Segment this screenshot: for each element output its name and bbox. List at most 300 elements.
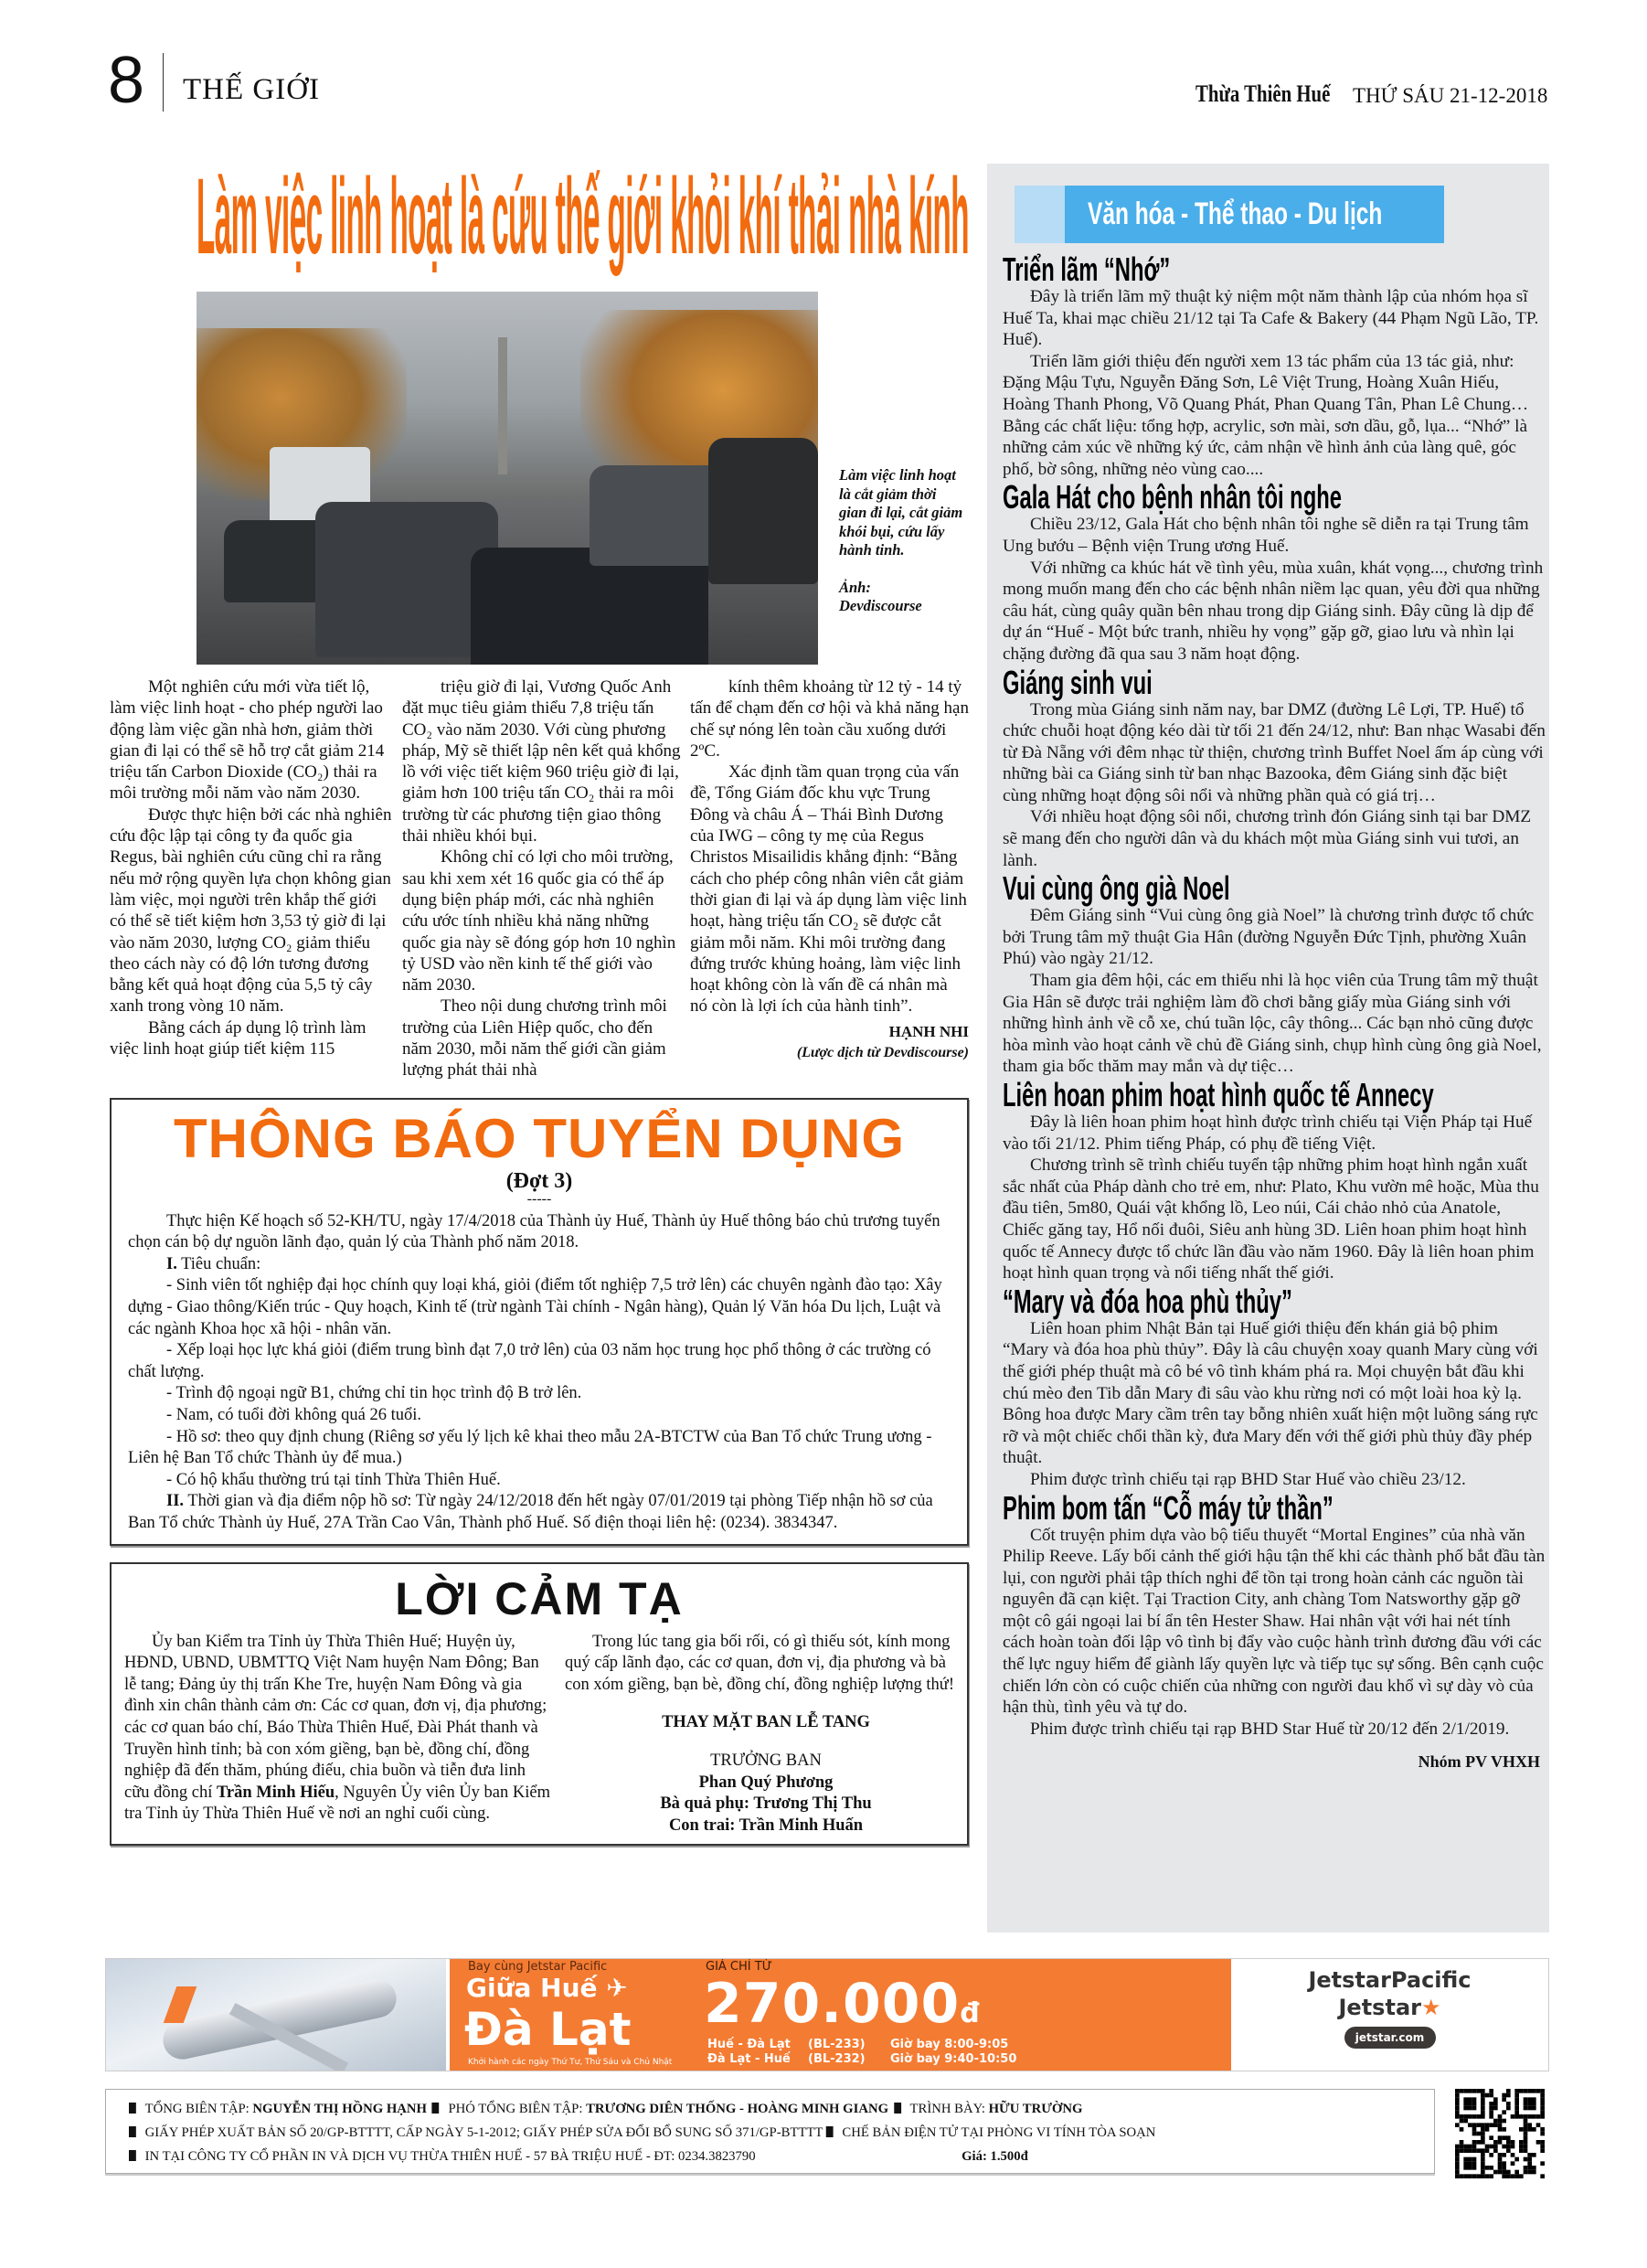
bullet-icon [129,2103,136,2114]
qr-module [1468,2097,1472,2102]
qr-module [1472,2097,1477,2102]
section-name: THẾ GIỚI [183,73,321,106]
qr-module [1493,2102,1498,2106]
price-label: GIÁ CHỈ TỪ [706,1960,772,1974]
story-paragraph: Liên hoan phim Nhật Bản tại Huế giới thiệu đến khán giả bộ phim “Mary và đóa hoa phù thủy”. Đây là câu chuyện xoay quanh Mary cùng với thế giới phép thuật mà cô bé vô tình khám phá ra. Mọi chuyện bắt đầu khi chú mèo đen Tib dẫn Mary đi sâu vào khu rừng nơi có một loài hoa kỳ lạ. Bông hoa được Mary cầm trên tay bỗng nhiên xuất hiện một luồng sáng rực rỡ và một chiếc chổi thần kỳ, đưa Mary đến với thế giới phù thủy đầy phép thuật. [1003,1318,1538,1468]
qr-module [1502,2093,1506,2098]
qr-module [1463,2102,1468,2106]
qr-module [1540,2145,1545,2149]
qr-module [1511,2140,1515,2145]
qr-module [1463,2114,1468,2119]
sign-title: THAY MẶT BAN LỄ TANG [662,1713,870,1732]
story-heading: Gala Hát cho bệnh nhân tôi nghe [1003,478,1342,516]
qr-module [1481,2102,1485,2106]
imprint-footer [105,2089,1435,2174]
qr-module [1524,2145,1528,2149]
qr-module [1463,2157,1468,2162]
criteria-item: - Có hộ khẩu thường trú tại tỉnh Thừa Thiên Huế. [166,1470,501,1489]
qr-module [1455,2161,1460,2166]
article-source: (Lược dịch từ Devdiscourse) [796,1045,969,1061]
qr-module [1489,2089,1493,2093]
caption-text: Làm việc linh hoạt là cắt giảm thời gian đi lại, cắt giảm khói bụi, cứu lấy hành tinh. [839,466,963,559]
qr-module [1532,2127,1536,2132]
qr-module [1476,2174,1481,2178]
qr-module [1524,2135,1528,2140]
qr-module [1540,2110,1545,2114]
thanks-right [565,1632,967,1837]
thanks-title: LỜI CẢM TẠ [395,1572,684,1624]
qr-module [1493,2145,1498,2149]
qr-module [1455,2148,1460,2153]
qr-module [1455,2093,1460,2098]
qr-module [1489,2110,1493,2114]
qr-module [1514,2106,1519,2111]
qr-module [1536,2089,1541,2093]
staff-role: PHÓ TỔNG BIÊN TẬP: [448,2102,587,2116]
qr-module [1476,2123,1481,2127]
qr-module [1506,2093,1511,2098]
qr-module [1506,2140,1511,2145]
qr-module [1527,2161,1532,2166]
qr-module [1519,2148,1524,2153]
qr-module [1489,2102,1493,2106]
header-divider [163,53,164,112]
qr-module [1485,2166,1490,2170]
qr-module [1489,2106,1493,2111]
paragraph: Xác định tầm quan trọng của vấn đề, Tổng Giám đốc khu vực Trung Đông và châu Á – Thái Bình Dương của IWG – công ty mẹ của Regus Christos Misailidis khẳng định: “Bằng cách cho phép công nhân viên cắt giảm thời gian đi lại và áp dụng làm việc linh hoạt, hàng triệu tấn CO₂ sẽ được cắt giảm mỗi năm. Khi môi trường đang đứng trước khủng hoảng, làm việc linh hoạt không còn là vấn đề cá nhân mà nó còn là lợi ích của hành tinh”. [690,762,967,1017]
photo-caption [839,466,967,616]
qr-module [1502,2145,1506,2149]
paragraph: Thực hiện Kế hoạch số 52-KH/TU, ngày 17/4/2018 của Thành ủy Huế, Thành ủy Huế thông báo chủ trương tuyển chọn cán bộ dự nguồn lãnh đạo, quản lý của Thành phố năm 2018. [128,1211,940,1252]
section-text: Thời gian và địa điểm nộp hồ sơ: Từ ngày 24/12/2018 đến hết ngày 07/01/2019 tại phòng Tiếp nhận hồ sơ của Ban Tổ chức Thành ủy Huế, 27A Trần Cao Vân, Thành phố Huế. Số điện thoại liên hệ: (0234). 3834347. [128,1492,933,1532]
qr-module [1481,2093,1485,2098]
qr-module [1489,2145,1493,2149]
qr-module [1472,2174,1477,2178]
qr-module [1498,2135,1503,2140]
qr-module [1481,2174,1485,2178]
qr-module [1511,2145,1515,2149]
qr-module [1481,2114,1485,2119]
story-paragraph: Với nhiều hoạt động sôi nổi, chương trình đón Giáng sinh tại bar DMZ sẽ mang đến cho người dân và du khách một mùa Giáng sinh vui tươi, an lành. [1003,807,1532,870]
qr-module [1524,2114,1528,2119]
qr-module [1502,2174,1506,2178]
staff-role: TỔNG BIÊN TẬP: [144,2102,253,2116]
photo-credit: Ảnh: Devdiscourse [839,578,922,614]
typesetting-text: CHẾ BẢN ĐIỆN TỬ TẠI PHÒNG VI TÍNH TÒA SOẠN [842,2125,1156,2140]
article-column-3 [690,676,969,1063]
qr-module [1463,2097,1468,2102]
qr-module [1527,2097,1532,2102]
qr-module [1536,2123,1541,2127]
qr-module [1455,2145,1460,2149]
qr-module [1532,2114,1536,2119]
qr-module [1540,2097,1545,2102]
qr-module [1527,2170,1532,2175]
qr-module [1493,2140,1498,2145]
qr-module [1498,2123,1503,2127]
paragraph: Một nghiên cứu mới vừa tiết lộ, làm việc linh hoạt - cho phép người lao động làm việc gần nhà hơn, giảm thời gian đi lại có thể sẽ hỗ trợ cắt giảm 214 triệu tấn Carbon Dioxide (CO₂) thải ra môi trường mỗi năm vào năm 2030. [110,677,385,804]
qr-module [1460,2148,1464,2153]
qr-module [1527,2153,1532,2157]
story-heading: “Mary và đóa hoa phù thủy” [1003,1282,1292,1320]
thanks-text: Ủy ban Kiểm tra Tỉnh ủy Thừa Thiên Huế; Huyện ủy, HĐND, UBND, UBMTTQ Việt Nam huyện Nam Đông; Ban lễ tang; Đảng ủy thị trấn Khe Tre, huyện Nam Đông và gia đình xin chân thành cảm ơn: Các cơ quan, đơn vị, địa phương; các cơ quan báo chí, Báo Thừa Thiên Huế, Đài Phát thanh và Truyền hình tỉnh; bà con xóm giềng, bạn bè, đồng chí, đồng nghiệp đã đến thăm, phúng điếu, chia buồn và tiễn đưa linh cữu đồng chí [124,1632,547,1802]
qr-module [1498,2157,1503,2162]
story-paragraph: Đây là triển lãm mỹ thuật kỷ niệm một năm thành lập của nhóm họa sĩ Huế Ta, khai mạc chiều 21/12 tại Ta Cafe & Bakery (44 Phạm Ngũ Lão, TP. Huế). [1003,287,1539,350]
paragraph: Theo nội dung chương trình môi trường của Liên Hiệp quốc, cho đến năm 2030, mỗi năm thế giới cần giảm lượng phát thải nhà [402,996,667,1081]
masthead-logo: Thừa Thiên Huế [1195,80,1331,107]
flight-time: Giờ bay 9:40-10:50 [890,2052,1017,2066]
brand-jetstar-pacific: JetstarPacific [1308,1967,1472,1993]
story-heading: Triển lãm “Nhớ” [1003,250,1171,288]
criteria-item: - Trình độ ngoại ngữ B1, chứng chỉ tin học trình độ B trở lên. [166,1384,582,1403]
qr-module [1514,2089,1519,2093]
flight-row [707,2038,1016,2052]
qr-module [1493,2123,1498,2127]
qr-module [1498,2127,1503,2132]
sign-name: Phan Quý Phương [698,1773,834,1792]
story-paragraph: Tham gia đêm hội, các em thiếu nhi là học viên của Trung tâm mỹ thuật Gia Hân sẽ được trải nghiệm làm đồ chơi bằng giấy mùa Giáng sinh với những hình ảnh về cỗ xe, chú tuần lộc, cây thông... Các bạn nhỏ cũng được hòa mình vào hoạt cảnh về chủ đề Giáng sinh, chụp hình cùng ông già Noel, tham gia bốc thăm may mắn và dự tiệc… [1003,971,1542,1077]
recruitment-round: (Đợt 3) [505,1168,573,1193]
culture-sidebar [987,164,1549,1933]
thanks-apology: Trong lúc tang gia bối rối, có gì thiếu sót, kính mong quý cấp lãnh đạo, các cơ quan, đơn vị, địa phương và bà con xóm giềng, bạn bè, đồng chí, đồng nghiệp lượng thứ! [565,1632,954,1694]
route-text: Giữa Huế [466,1973,598,2003]
qr-module [1472,2123,1477,2127]
printer-text: IN TẠI CÔNG TY CỔ PHẦN IN VÀ DỊCH VỤ THỪA THIÊN HUẾ - 57 BÀ TRIỆU HUẾ - ĐT: 0234.3823790 [144,2149,756,2164]
tab-accent [1015,186,1065,243]
ad-price [704,1974,981,2044]
qr-module [1463,2161,1468,2166]
paragraph: triệu giờ đi lại, Vương Quốc Anh đặt mục tiêu giảm thiểu 7,8 triệu tấn CO₂ vào năm 2030. Với cùng phương pháp, Mỹ sẽ thiết lập nên kết quả khổng lồ với việc tiết kiệm 960 triệu giờ đi lại, giảm hơn 100 triệu tấn CO₂ thải ra môi trường từ các phương tiện giao thông thải nhiều khói bụi. [402,677,681,847]
qr-module [1502,2135,1506,2140]
qr-module [1540,2140,1545,2145]
photo-car [590,465,727,566]
qr-module [1514,2157,1519,2162]
qr-module [1468,2157,1472,2162]
qr-module [1463,2119,1468,2124]
qr-module [1540,2148,1545,2153]
qr-module [1511,2153,1515,2157]
qr-module [1524,2140,1528,2145]
qr-module [1532,2170,1536,2175]
bullet-icon [894,2103,901,2114]
qr-module [1527,2127,1532,2132]
qr-module [1481,2135,1485,2140]
sidebar-tab-row [1015,186,1546,243]
qr-module [1527,2089,1532,2093]
qr-module [1532,2097,1536,2102]
qr-module [1493,2106,1498,2111]
qr-module [1460,2119,1464,2124]
qr-module [1472,2127,1477,2132]
qr-module [1524,2127,1528,2132]
qr-module [1514,2093,1519,2098]
sidebar-stories [1003,252,1546,1740]
qr-module [1493,2119,1498,2124]
qr-module [1468,2123,1472,2127]
qr-module [1532,2153,1536,2157]
qr-module [1493,2097,1498,2102]
article-column-2 [402,676,681,1081]
section-label: I. [166,1254,177,1273]
story-paragraph: Phim được trình chiếu tại rạp BHD Star Huế vào chiều 23/12. [1030,1469,1466,1489]
qr-module [1472,2166,1477,2170]
qr-module [1527,2123,1532,2127]
bullet-icon [826,2126,834,2137]
qr-module [1485,2123,1490,2127]
qr-module [1481,2166,1485,2170]
qr-module [1506,2106,1511,2111]
qr-module [1489,2135,1493,2140]
qr-module [1481,2106,1485,2111]
story-paragraph: Với những ca khúc hát về tình yêu, mùa xuân, khát vọng..., chương trình mong muốn mang đến cho các bệnh nhân niềm lạc quan, yêu đời qua những câu hát, cùng quây quần bên nhau trong dịp Giáng sinh. Đây cũng là dịp để dự án “Huế - Một bức tranh, nhiều hy vọng” gặp gỡ, giao lưu và nhìn lại chặng đường đã qua sau 3 năm hoạt động. [1003,558,1544,664]
qr-module [1472,2114,1477,2119]
left-content-flow [110,676,969,1846]
qr-module [1519,2127,1524,2132]
qr-module [1540,2106,1545,2111]
qr-module [1527,2114,1532,2119]
qr-module [1540,2102,1545,2106]
qr-module [1502,2166,1506,2170]
qr-module [1540,2089,1545,2093]
qr-module [1498,2119,1503,2124]
qr-module [1524,2097,1528,2102]
qr-module [1514,2110,1519,2114]
qr-module [1527,2106,1532,2111]
flight-code: (BL-233) [808,2038,866,2051]
qr-module [1468,2148,1472,2153]
qr-module [1455,2170,1460,2175]
license-text: GIẤY PHÉP XUẤT BẢN SỐ 20/GP-BTTTT, CẤP NGÀY 5-1-2012; GIẤY PHÉP SỬA ĐỔI BỔ SUNG SỐ 371/GP-BTTTT [144,2125,824,2140]
qr-module [1502,2161,1506,2166]
article-headline-wrap [197,156,969,277]
staff-role: TRÌNH BÀY: [909,2102,989,2116]
qr-module [1498,2166,1503,2170]
qr-module [1489,2123,1493,2127]
qr-module [1489,2114,1493,2119]
qr-module [1463,2089,1468,2093]
qr-module [1460,2114,1464,2119]
qr-module [1532,2089,1536,2093]
qr-module [1460,2089,1464,2093]
qr-module [1511,2114,1515,2119]
qr-module [1540,2132,1545,2136]
airplane-image [106,1959,446,2071]
criteria-item: - Nam, có tuổi đời không quá 26 tuổi. [166,1405,422,1424]
qr-module [1540,2161,1545,2166]
issue-date: THỨ SÁU 21-12-2018 [1353,84,1548,107]
story-paragraph: Cốt truyện phim dựa vào bộ tiểu thuyết “Mortal Engines” của nhà văn Philip Reeve. Lấy bối cảnh thế giới hậu tận thế khi các thành phố bắt đầu tàn lụi, con người phải tập thích nghi để tồn tại trong hoàn cảnh các nguồn tài nguyên đã cạn kiệt. Tại Traction City, anh chàng Tom Natsworthy gặp gỡ một cô gái ngoại lai bí ẩn tên Hester Shaw. Hai nhân vật với hai nét tính cách hoàn toàn đối lập vô tình bị đẩy vào cuộc hành trình đương đầu với các thế lực nguy hiểm để giành lấy quyền lực và tiếp tục sự sống. Bên cạnh cuộc chiến lớn còn có cuộc chiến của những con người đau khổ vì sự dày vò của hận thù, tình yêu và tự do. [1003,1525,1546,1718]
story-paragraph: Đây là liên hoan phim hoạt hình được trình chiếu tại Viện Pháp tại Huế vào tối 21/12. Phim tiếng Pháp, có phụ đề tiếng Việt. [1003,1113,1533,1154]
qr-module [1481,2140,1485,2145]
qr-module [1506,2148,1511,2153]
sidebar-byline: Nhóm PV VHXH [1418,1752,1540,1772]
article-headline: Làm việc linh hoạt là cứu thế giới khỏi khí thải nhà kính [197,156,969,277]
qr-module [1481,2123,1485,2127]
photo-car [708,438,818,584]
paragraph: Bằng cách áp dụng lộ trình làm việc linh hoạt giúp tiết kiệm 115 [110,1017,367,1059]
qr-module [1489,2153,1493,2157]
story-paragraph: Đêm Giáng sinh “Vui cùng ông già Noel” là chương trình được tổ chức bởi Trung tâm mỹ thuật Gia Hân (đường Nguyễn Đức Tịnh, phường Xuân Phú) vào ngày 21/12. [1003,906,1535,969]
qr-module [1455,2110,1460,2114]
qr-module [1468,2145,1472,2149]
qr-module [1481,2132,1485,2136]
qr-module [1506,2102,1511,2106]
article-author: HẠNH NHI [888,1022,969,1040]
qr-module [1506,2174,1511,2178]
qr-module [1476,2089,1481,2093]
qr-module [1481,2148,1485,2153]
qr-module [1476,2140,1481,2145]
qr-module [1485,2127,1490,2132]
qr-module [1519,2114,1524,2119]
qr-module [1485,2174,1490,2178]
recruitment-title: THÔNG BÁO TUYỂN DỤNG [174,1107,905,1169]
qr-module [1540,2114,1545,2119]
qr-module [1540,2127,1545,2132]
qr-module [1472,2145,1477,2149]
qr-module [1493,2148,1498,2153]
imprint-line-3 [129,2145,1408,2168]
qr-module [1485,2093,1490,2098]
qr-module [1532,2166,1536,2170]
qr-module [1498,2114,1503,2119]
section-title: Tiêu chuẩn: [176,1254,261,1273]
qr-module [1481,2161,1485,2166]
qr-module [1502,2119,1506,2124]
qr-module [1511,2161,1515,2166]
qr-module [1463,2166,1468,2170]
qr-module [1524,2123,1528,2127]
flight-route: Đà Lạt - Huế [707,2052,791,2066]
qr-module [1476,2148,1481,2153]
currency: đ [960,1997,981,2029]
staff-name: NGUYỄN THỊ HỒNG HẠNH [252,2102,427,2116]
story-paragraph: Triển lãm giới thiệu đến người xem 13 tác phẩm của 13 tác giả, như: Đặng Mậu Tựu, Nguyễn Đăng Sơn, Lê Việt Trung, Hoàng Xuân Hiếu, Hoàng Thanh Phong, Võ Quang Phát, Phan Quang Tân, Phan Lê Chung… Bằng các chất liệu: tổng hợp, acrylic, sơn mài, sơn dầu, gỗ, lụa... “Nhớ” là những cảm xúc về những ký ức, cảm nhận về hình ảnh của làng quê, góc phố, bờ sông, những nẻo vùng cao.... [1003,351,1529,479]
website-button[interactable]: jetstar.com [1344,2027,1436,2049]
qr-module [1455,2114,1460,2119]
qr-module [1519,2174,1524,2178]
qr-module [1536,2114,1541,2119]
qr-module [1506,2135,1511,2140]
flight-schedule [707,2038,1016,2067]
qr-module [1489,2174,1493,2178]
bullet-icon [129,2150,136,2161]
qr-module [1472,2106,1477,2111]
qr-module [1481,2127,1485,2132]
sign-role: TRƯỞNG BAN [710,1751,822,1770]
qr-module [1460,2145,1464,2149]
son-name: Con trai: Trần Minh Huấn [668,1815,864,1835]
paragraph: Không chỉ có lợi cho môi trường, sau khi xem xét 16 quốc gia có thể áp dụng biện pháp mới, các nhà nghiên cứu ước tính nhiều khả năng những quốc gia này sẽ đóng góp hơn 10 nghìn tỷ USD vào nền kinh tế thế giới vào năm 2030. [402,847,676,996]
sidebar-section-tab [1065,186,1444,243]
qr-module [1498,2153,1503,2157]
qr-module [1468,2174,1472,2178]
story-paragraph: Chiều 23/12, Gala Hát cho bệnh nhân tôi nghe sẽ diễn ra tại Trung tâm Ung bướu – Bệnh viện Trung ương Huế. [1003,515,1529,556]
qr-module [1460,2174,1464,2178]
qr-code[interactable] [1455,2089,1545,2178]
flight-row [707,2052,1016,2067]
qr-module [1455,2157,1460,2162]
star-icon: ★ [1420,1995,1441,2020]
ad-route-top [466,1975,628,2002]
qr-module [1519,2089,1524,2093]
qr-module [1514,2174,1519,2178]
criteria-item: - Xếp loại học lực khá giỏi (điểm trung bình đạt 7,0 trở lên) của 03 năm học trung học phổ thông ở các trường có chất lượng. [128,1341,931,1381]
qr-module [1481,2170,1485,2175]
qr-module [1463,2174,1468,2178]
qr-module [1455,2106,1460,2111]
article-columns [110,676,969,1081]
recruitment-body [112,1206,967,1544]
qr-module [1527,2102,1532,2106]
qr-module [1460,2127,1464,2132]
qr-module [1463,2148,1468,2153]
qr-module [1524,2148,1528,2153]
qr-module [1506,2089,1511,2093]
qr-module [1524,2089,1528,2093]
article-photo [197,292,818,665]
qr-module [1524,2157,1528,2162]
brand-jetstar [1231,1994,1548,2021]
qr-module [1472,2148,1477,2153]
qr-module [1519,2145,1524,2149]
photo-column [498,337,507,474]
qr-module [1481,2089,1485,2093]
thanks-left [124,1632,554,1837]
jetstar-ad[interactable] [105,1958,1549,2071]
story-heading: Liên hoan phim hoạt hình quốc tế Annecy [1003,1076,1434,1113]
paragraph: kính thêm khoảng từ 12 tỷ - 14 tỷ tấn để chạm đến cơ hội và khả năng hạn chế sự nóng lên toàn cầu xuống dưới 2ºC. [690,677,969,761]
qr-module [1463,2106,1468,2111]
qr-module [1476,2132,1481,2136]
qr-module [1468,2102,1472,2106]
story-paragraph: Phim được trình chiếu tại rạp BHD Star Huế từ 20/12 đến 2/1/2019. [1030,1719,1510,1739]
ad-tagline: Bay cùng Jetstar Pacific [468,1960,608,1974]
qr-module [1498,2140,1503,2145]
qr-module [1472,2140,1477,2145]
section-label: II. [166,1492,185,1511]
ad-route-bottom: Đà Lạt [464,2003,632,2056]
qr-module [1455,2166,1460,2170]
page-number: 8 [108,44,145,117]
paragraph: Được thực hiện bởi các nhà nghiên cứu độc lập tại công ty đa quốc gia Regus, bài nghiên cứu cũng chỉ ra rằng nếu mở rộng quyền lựa chọn không gian làm việc, mọi người trên khắp thế giới có thể sẽ tiết kiệm hơn 3,53 tỷ giờ đi lại vào năm 2030, lượng CO₂ giảm thiểu theo cách này có độ lớn tương đương bằng kết quả hoạt động của 5,5 tỷ cây xanh trong vòng 10 năm. [110,804,392,1017]
imprint-line-1 [129,2097,1408,2121]
sidebar-section-label: Văn hóa - Thể thao - Du lịch [1088,197,1383,231]
airplane-icon: ✈ [606,1973,628,2003]
qr-module [1498,2170,1503,2175]
qr-module [1502,2097,1506,2102]
qr-module [1519,2140,1524,2145]
qr-module [1481,2157,1485,2162]
qr-module [1455,2123,1460,2127]
qr-module [1489,2166,1493,2170]
staff-name: HỮU TRƯỜNG [988,2102,1083,2116]
qr-module [1472,2161,1477,2166]
qr-module [1481,2153,1485,2157]
qr-module [1532,2102,1536,2106]
qr-module [1524,2119,1528,2124]
qr-module [1493,2170,1498,2175]
story-heading: Giáng sinh vui [1003,663,1153,701]
qr-module [1536,2140,1541,2145]
bullet-icon [432,2103,440,2114]
qr-module [1455,2153,1460,2157]
story-heading: Vui cùng ông già Noel [1003,869,1230,908]
qr-module [1527,2157,1532,2162]
qr-module [1514,2102,1519,2106]
qr-module [1502,2110,1506,2114]
issue-price: Giá: 1.500đ [962,2149,1028,2164]
